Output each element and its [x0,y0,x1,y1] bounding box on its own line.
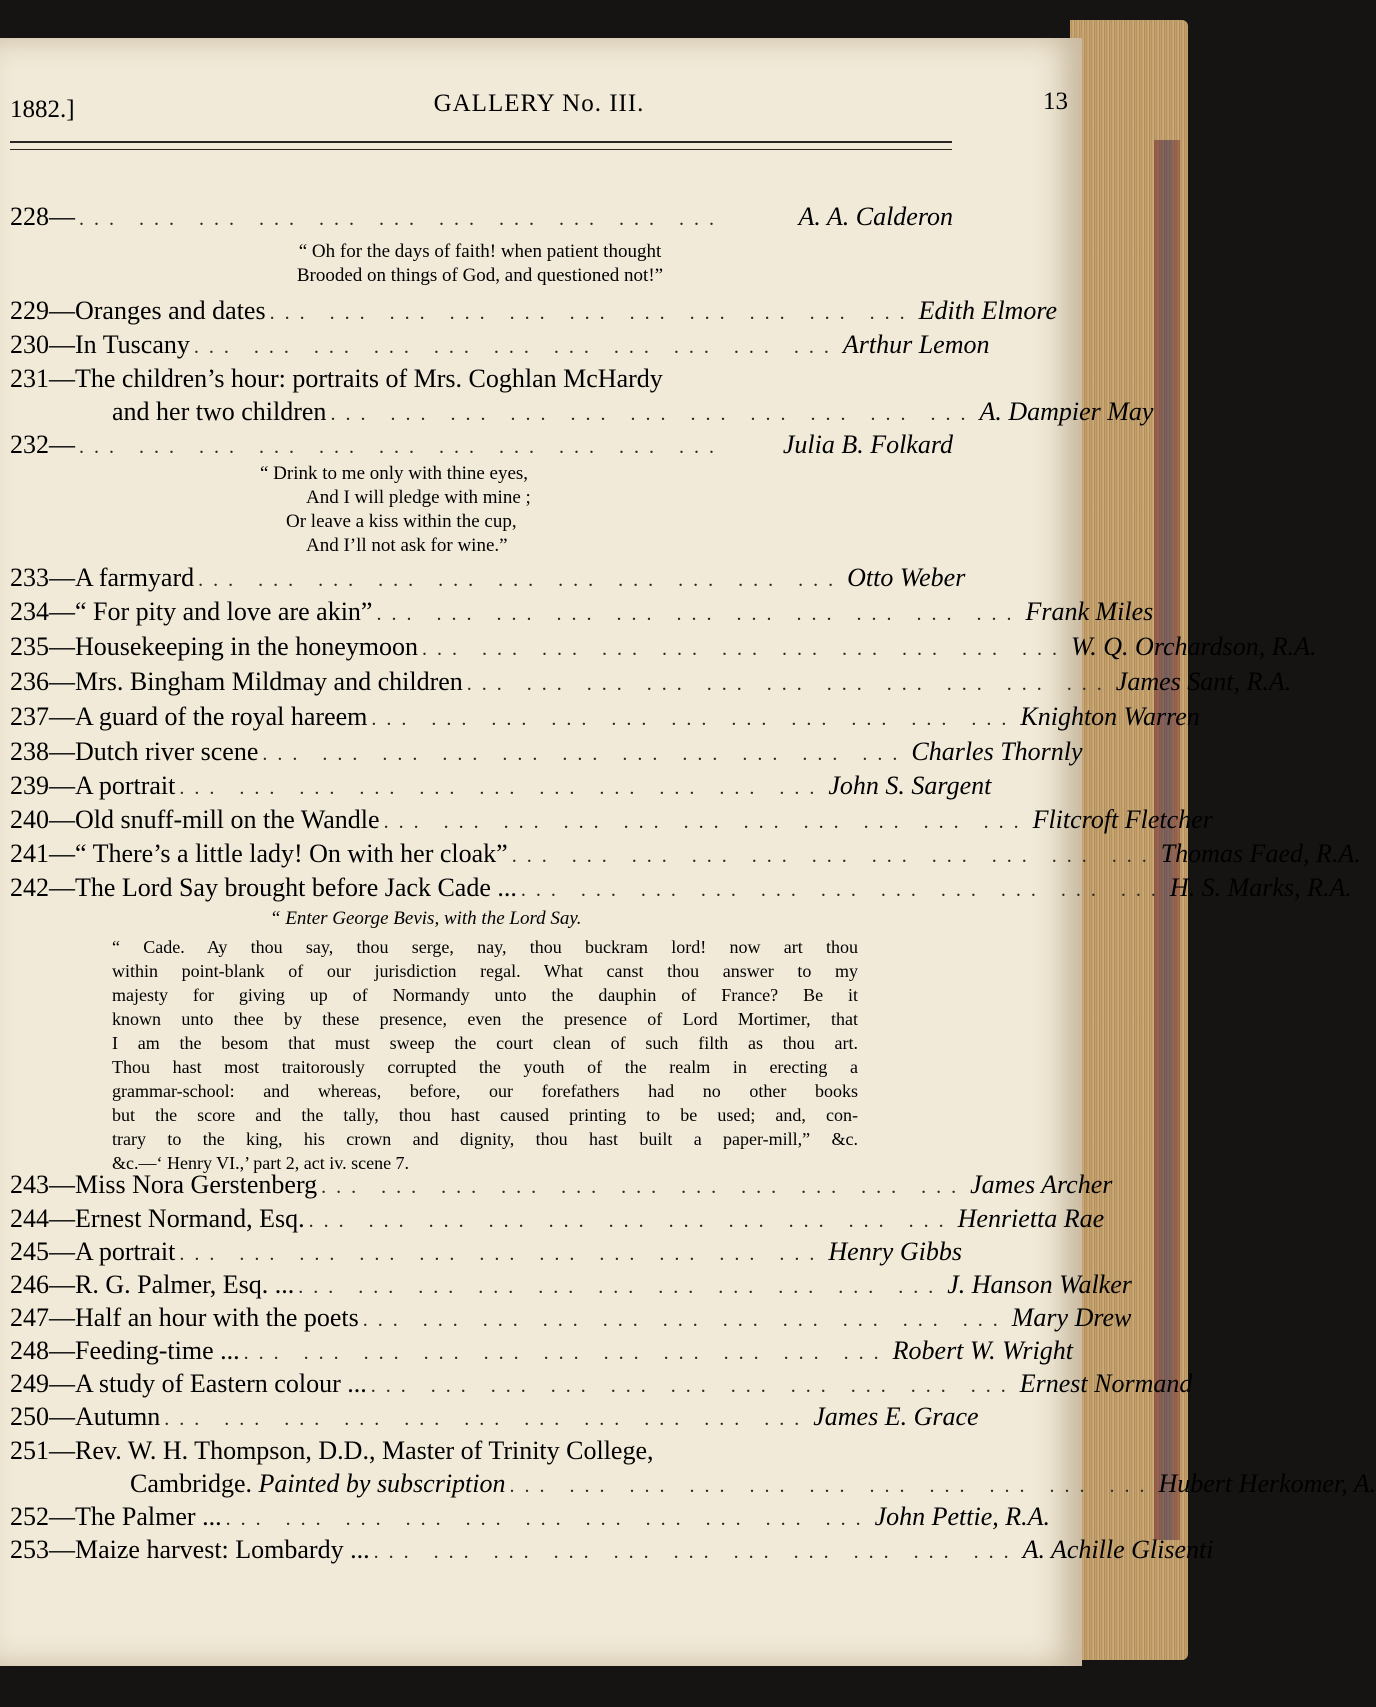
entry-title: A study of Eastern colour ... [75,1369,367,1398]
catalogue-entry [10,1204,1105,1234]
artist-name: Charles Thornly [911,737,1083,766]
artist-name: A. Achille Glisenti [1022,1535,1214,1564]
dot-leader: ... ... ... ... ... ... ... ... ... ... ... [243,1342,889,1364]
dot-leader: ... ... ... ... ... ... ... ... ... ... ... [193,336,839,358]
entry-title-continued: Cambridge. [130,1469,253,1498]
artist-name: Thomas Faed, R.A. [1160,839,1361,868]
catalogue-entry [10,805,1213,835]
verse-line: And I will pledge with mine ; [306,487,531,508]
entry-title: A guard of the royal hareem [75,702,368,731]
prose-line: within point-blank of our jurisdiction regal. What canst thou answer to my [112,961,858,981]
entry-title: Feeding-time ... [75,1336,240,1365]
entry-number: 243— [10,1170,75,1199]
artist-name: A. Dampier May [979,397,1154,426]
catalogue-entry [10,364,953,394]
catalogue-entry [10,563,966,593]
catalogue-entry [10,771,992,801]
dot-leader: ... ... ... ... ... ... ... ... ... ... ... [164,1408,810,1430]
catalogue-entry [10,632,1317,662]
dot-leader: ... ... ... ... ... ... ... ... ... ... ... [466,673,1112,695]
entry-title: Maize harvest: Lombardy ... [75,1535,370,1564]
entry-number: 252— [10,1502,75,1531]
verse-line: And I’ll not ask for wine.” [306,535,508,556]
entry-title: Rev. W. H. Thompson, D.D., Master of Trinity College, [75,1436,654,1465]
dot-leader: ... ... ... ... ... ... ... ... ... ... ... [520,879,1166,901]
artist-name: Mary Drew [1011,1303,1132,1332]
artist-name: Edith Elmore [918,296,1058,325]
catalogue-entry [10,1237,962,1267]
prose-line: but the score and the tally, thou hast caused printing to be used; and, con- [112,1105,858,1125]
entry-number: 239— [10,771,75,800]
artist-name: H. S. Marks, R.A. [1169,873,1352,902]
entry-title: A portrait [75,771,176,800]
dot-leader: ... ... ... ... ... ... ... ... ... ... ... [373,1541,1019,1563]
entry-number: 240— [10,805,75,834]
entry-title: Miss Nora Gerstenberg [75,1170,318,1199]
entry-number: 229— [10,296,75,325]
entry-number: 253— [10,1535,75,1564]
catalogue-entry [10,202,953,232]
dot-leader: ... ... ... ... ... ... ... ... ... ... ... [262,743,908,765]
artist-name: Frank Miles [1025,597,1154,626]
prose-line: majesty for giving up of Normandy unto the dauphin of France? Be it [112,985,858,1005]
artist-name: Otto Weber [847,563,966,592]
entry-number: 248— [10,1336,75,1365]
entry-number: 237— [10,702,75,731]
entry-title: In Tuscany [75,330,190,359]
entry-number: 246— [10,1270,75,1299]
entry-title: “ For pity and love are akin” [75,597,373,626]
artist-name: Henrietta Rae [957,1204,1105,1233]
catalogue-entry [10,597,1154,627]
entry-number: 242— [10,873,75,902]
entry-title: A portrait [75,1237,176,1266]
entry-number: 249— [10,1369,75,1398]
artist-name: J. Hanson Walker [947,1270,1132,1299]
header-rule [10,141,952,143]
page-number: 13 [1043,88,1068,115]
artist-name: Arthur Lemon [842,330,990,359]
entry-title-note: Painted by subscription [258,1469,506,1498]
artist-name: W. Q. Orchardson, R.A. [1071,632,1317,661]
entry-title: A farmyard [75,563,195,592]
artist-name: James Sant, R.A. [1115,667,1292,696]
catalogue-entry [10,873,1352,903]
catalogue-entry-continuation [10,397,1154,427]
running-head [10,86,1068,126]
catalogue-entry [10,1270,1132,1300]
dot-leader: ... ... ... ... ... ... ... ... ... ... ... [422,638,1067,660]
artist-name: John Pettie, R.A. [874,1502,1051,1531]
entry-title: Ernest Normand, Esq. [75,1204,305,1233]
entry-number: 247— [10,1303,75,1332]
catalogue-entry [10,1336,1073,1366]
gallery-title: GALLERY No. III. [433,90,645,117]
prose-line: “ Cade. Ay thou say, thou serge, nay, thou buckram lord! now art thou [112,937,858,957]
entry-title: Oranges and dates [75,296,266,325]
dot-leader: ... ... ... ... ... ... ... ... ... ... ... [79,208,724,230]
entry-title: Mrs. Bingham Mildmay and children [75,667,463,696]
dot-leader: ... ... ... ... ... ... ... ... ... ... ... [179,1243,825,1265]
prose-line: Thou hast most traitorously corrupted the youth of the realm in erecting a [112,1057,858,1077]
artist-name: Robert W. Wright [892,1336,1073,1365]
entry-number: 236— [10,667,75,696]
catalogue-entry [10,1170,1113,1200]
verse-line: “ Oh for the days of faith! when patient thought [298,241,662,262]
dot-leader: ... ... ... ... ... ... ... ... ... ... ... [376,603,1022,625]
dot-leader: ... ... ... ... ... ... ... ... ... ... ... [79,436,724,458]
dot-leader: ... ... ... ... ... ... ... ... ... ... ... [371,708,1017,730]
entry-number: 233— [10,563,75,592]
artist-name: John S. Sargent [828,771,992,800]
verse-line: “ Drink to me only with thine eyes, [260,463,529,484]
artist-name: Flitcroft Fletcher [1032,805,1213,834]
dot-leader: ... ... ... ... ... ... ... ... ... ... ... [198,569,844,591]
entry-title: Autumn [75,1402,161,1431]
catalogue-entry [10,702,1200,732]
artist-name: James E. Grace [813,1402,979,1431]
entry-title: Half an hour with the poets [75,1303,359,1332]
entry-number: 241— [10,839,75,868]
stage-direction: “ Enter George Bevis, with the Lord Say. [270,908,582,929]
artist-name: A. A. Calderon [798,202,953,231]
dot-leader: ... ... ... ... ... ... ... ... ... ... ... [362,1309,1008,1331]
artist-name: Knighton Warren [1020,702,1200,731]
catalogue-entry [10,1436,953,1466]
header-rule-thin [10,149,952,150]
verse-quote [160,240,800,288]
prose-line: &c.—‘ Henry VI.,’ part 2, act iv. scene 7. [112,1153,410,1173]
dot-leader: ... ... ... ... ... ... ... ... ... ... ... [269,302,915,324]
entry-number: 238— [10,737,75,766]
dot-leader: ... ... ... ... ... ... ... ... ... ... ... [383,811,1029,833]
dot-leader: ... ... ... ... ... ... ... ... ... ... ... [509,1475,1155,1497]
dot-leader: ... ... ... ... ... ... ... ... ... ... ... [321,1176,967,1198]
prose-line: trary to the king, his crown and dignity, thou hast built a paper-mill,” &c. [112,1129,858,1149]
year-marker: 1882.] [10,96,75,123]
verse-quote [260,462,680,558]
entry-number: 250— [10,1402,75,1431]
entry-number: 232— [10,430,75,459]
dot-leader: ... ... ... ... ... ... ... ... ... ... ... [308,1210,954,1232]
dot-leader: ... ... ... ... ... ... ... ... ... ... ... [225,1508,871,1530]
entry-title: The Palmer ... [75,1502,222,1531]
dot-leader: ... ... ... ... ... ... ... ... ... ... ... [298,1276,944,1298]
catalogue-entry [10,1502,1051,1532]
catalogue-entry [10,1369,1193,1399]
catalogue-entry [10,1303,1132,1333]
catalogue-entry [10,330,990,360]
catalogue-entry [10,667,1292,697]
entry-number: 228— [10,202,75,231]
catalogue-entry [10,1535,1214,1565]
entry-title: The children’s hour: portraits of Mrs. Coghlan McHardy [75,364,663,393]
prose-line: grammar-school: and whereas, before, our forefathers had no other books [112,1081,858,1101]
artist-name: Julia B. Folkard [782,430,953,459]
artist-name: Henry Gibbs [828,1237,962,1266]
verse-line: Brooded on things of God, and questioned not!” [296,265,664,286]
entry-number: 245— [10,1237,75,1266]
entry-title: Old snuff-mill on the Wandle [75,805,380,834]
entry-number: 251— [10,1436,75,1465]
catalogue-entry [10,296,1058,326]
artist-name: Hubert Herkomer, A. [1158,1469,1376,1498]
catalogue-entry [10,737,1083,767]
entry-title-continued: and her two children [112,397,327,426]
entry-title: Dutch river scene [75,737,259,766]
dot-leader: ... ... ... ... ... ... ... ... ... ... ... [330,403,976,425]
entry-title: “ There’s a little lady! On with her cloak” [75,839,508,868]
dot-leader: ... ... ... ... ... ... ... ... ... ... ... [370,1375,1016,1397]
dot-leader: ... ... ... ... ... ... ... ... ... ... ... [511,845,1157,867]
entry-title: R. G. Palmer, Esq. ... [75,1270,295,1299]
catalogue-entry [10,839,1361,869]
entry-number: 234— [10,597,75,626]
artist-name: Ernest Normand [1019,1369,1193,1398]
prose-line: I am the besom that must sweep the court clean of such filth as thou art. [112,1033,858,1053]
entry-number: 244— [10,1204,75,1233]
prose-quote [112,935,858,1175]
catalogue-entry-continuation [10,1469,1376,1499]
prose-line: known unto thee by these presence, even the presence of Lord Mortimer, that [112,1009,858,1029]
entry-number: 230— [10,330,75,359]
entry-number: 231— [10,364,75,393]
dot-leader: ... ... ... ... ... ... ... ... ... ... ... [179,777,825,799]
entry-number: 235— [10,632,75,661]
catalogue-entry [10,430,953,460]
entry-title: The Lord Say brought before Jack Cade ... [75,873,517,902]
verse-line: Or leave a kiss within the cup, [286,511,517,532]
artist-name: James Archer [970,1170,1113,1199]
entry-title: Housekeeping in the honeymoon [75,632,418,661]
catalogue-entry [10,1402,979,1432]
